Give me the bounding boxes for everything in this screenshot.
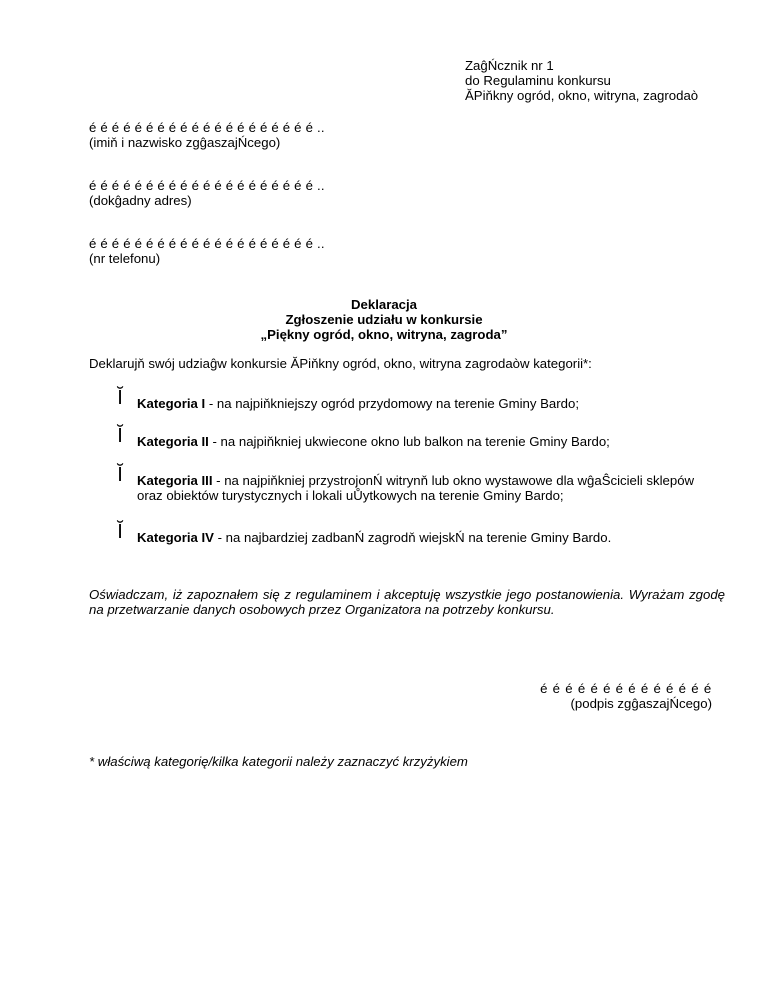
checkbox-icon[interactable] [113,522,127,542]
category-name: Kategoria III [137,473,213,488]
signature-line: é é é é é é é é é é é é é é [540,681,712,696]
name-field[interactable] [89,120,325,150]
heading-title: Deklaracja [351,297,417,312]
checkbox-glyph: Ĭ [117,464,123,486]
field-caption: (imiň i nazwisko zgĝaszajŃcego) [89,135,281,150]
signature-field[interactable] [540,681,712,711]
address-field[interactable] [89,178,325,208]
category-1-item [113,387,713,411]
category-description: - na najpiňkniej ukwiecone okno lub balkon na terenie Gminy Bardo; [208,434,610,449]
checkbox-glyph: Ĭ [117,425,123,447]
category-description: - na najbardziej zadbanŃ zagrodň wiejskŃ na terenie Gminy Bardo. [213,530,612,545]
category-description: - na najpiňkniej przystrojonŃ witrynň lub okno wystawowe dla wĝaŜcicieli sklepów oraz obiektów turystycznych i lokali uŮytkowych na terenie Gminy Bardo; [137,473,695,503]
phone-field[interactable] [89,236,325,266]
consent-statement: Oświadczam, iż zapoznałem się z regulaminem i akceptuję wszystkie jego postanowienia. Wyrażam zgodę na przetwarzanie danych osobowych przez Organizatora na potrzeby konkursu. [89,587,725,617]
checkbox-glyph: Ĭ [117,387,123,409]
checkbox-icon[interactable] [113,465,127,485]
intro-text: Deklarujň swój udziaĝw konkursie ĂPiňkny ogród, okno, witryna zagrodaòw kategorii*: [89,356,592,371]
dotted-line: é é é é é é é é é é é é é é é é é é é é .. [89,178,325,193]
checkbox-glyph: Ĭ [117,521,123,543]
footnote: * właściwą kategorię/kilka kategorii należy zaznaczyć krzyżykiem [89,754,468,769]
attachment-number: ZaĝŃcznik nr 1 [465,58,554,73]
attachment-reference: do Regulaminu konkursu [465,73,611,88]
heading-subtitle: Zgłoszenie udziału w konkursie [285,312,483,327]
category-description: - na najpiňkniejszy ogród przydomowy na terenie Gminy Bardo; [205,396,579,411]
category-3-item [113,464,713,503]
category-name: Kategoria II [137,434,209,449]
checkbox-icon[interactable] [113,388,127,408]
category-name: Kategoria I [137,396,206,411]
field-caption: (dokĝadny adres) [89,193,192,208]
category-name: Kategoria IV [137,530,214,545]
field-caption: (nr telefonu) [89,251,161,266]
attachment-header [465,58,698,103]
checkbox-icon[interactable] [113,426,127,446]
declaration-heading [0,297,768,342]
dotted-line: é é é é é é é é é é é é é é é é é é é é .. [89,120,325,135]
dotted-line: é é é é é é é é é é é é é é é é é é é é .. [89,236,325,251]
category-2-item [113,425,713,449]
contest-name: ĂPiňkny ogród, okno, witryna, zagrodaò [465,88,699,103]
signature-caption: (podpis zgĝaszajŃcego) [570,696,712,711]
heading-contest: „Piękny ogród, okno, witryna, zagroda” [260,327,508,342]
category-4-item [113,521,713,545]
